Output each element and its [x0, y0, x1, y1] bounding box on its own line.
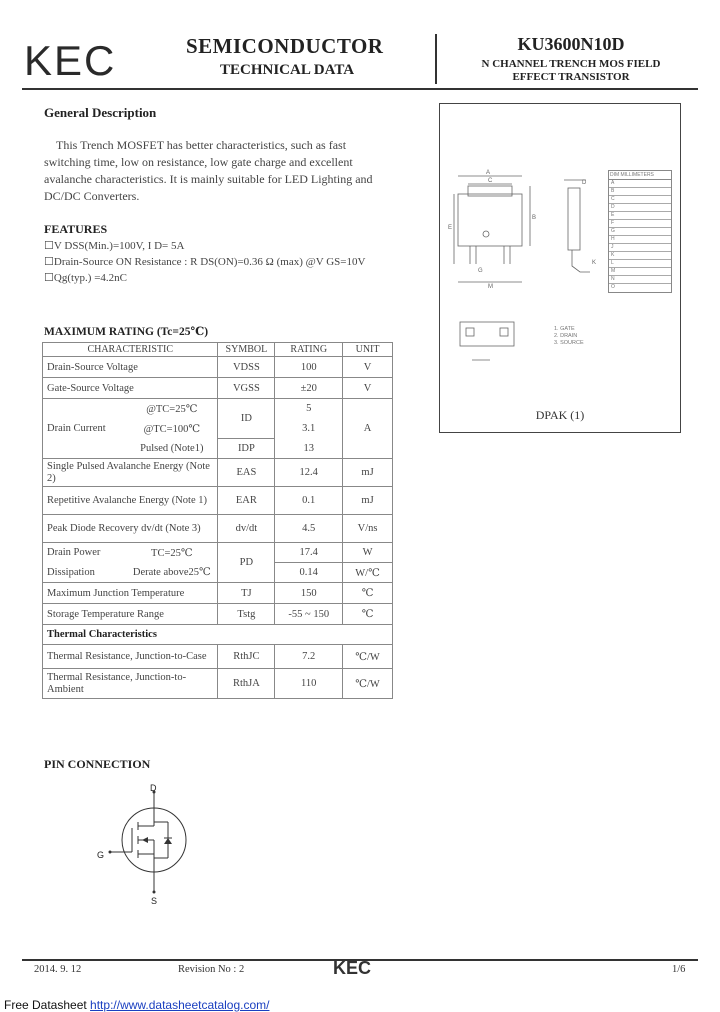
svg-text:G: G: [478, 268, 483, 274]
dim-row: M: [609, 268, 671, 276]
datasheet-link[interactable]: http://www.datasheetcatalog.com/: [90, 998, 270, 1012]
footer-revision: Revision No : 2: [178, 964, 245, 975]
dim-row: E: [609, 212, 671, 220]
table-row: Drain-Source Voltage VDSS 100 V: [43, 357, 393, 378]
table-row: Repetitive Avalanche Energy (Note 1) EAR 0.1 mJ: [43, 487, 393, 515]
table-row: Pulsed (Note1) IDP 13: [43, 439, 393, 459]
header-rule: [22, 88, 698, 90]
dim-row: B: [609, 188, 671, 196]
features-title: FEATURES: [44, 222, 108, 236]
desc-line-1: This Trench MOSFET has better characteristics, such as fast: [56, 138, 347, 152]
table-row: Dissipation Derate above25℃ 0.14 W/℃: [43, 563, 393, 583]
dim-row: J: [609, 244, 671, 252]
header-characteristic: CHARACTERISTIC: [43, 343, 218, 357]
svg-text:M: M: [488, 284, 493, 290]
svg-text:E: E: [448, 225, 453, 231]
part-subtitle-1: N CHANNEL TRENCH MOS FIELD: [481, 58, 661, 70]
desc-line-2: switching time, low on resistance, low gate charge and excellent: [44, 155, 353, 169]
dim-row: C: [609, 196, 671, 204]
pin-legend: 1. GATE 2. DRAIN 3. SOURCE: [554, 326, 584, 346]
diode-icon: [164, 838, 172, 844]
dimension-table: DIM MILLIMETERS A B C D E F G H J K L M N O: [608, 170, 672, 293]
feature-item: ☐V DSS(Min.)=100V, I D= 5A: [44, 240, 185, 252]
table-header: [43, 343, 393, 357]
pin-source-label: S: [151, 896, 158, 906]
dim-row: N: [609, 276, 671, 284]
package-drawing: [439, 103, 681, 433]
feature-item: ☐Qg(typ.) =4.2nC: [44, 272, 127, 284]
footer-url-line: Free Datasheet http://www.datasheetcatalog.com/: [4, 998, 270, 1012]
table-row: Single Pulsed Avalanche Energy (Note 2) EAS 12.4 mJ: [43, 459, 393, 487]
pin-connection-title: PIN CONNECTION: [44, 757, 151, 771]
footer-page: 1/6: [672, 964, 686, 975]
table-row: Maximum Junction Temperature TJ 150 ℃: [43, 583, 393, 604]
general-description-title: General Description: [44, 105, 157, 120]
desc-line-3: avalanche characteristics. It is mainly suitable for LED Lighting and: [44, 172, 373, 186]
table-row: Thermal Resistance, Junction-to- Ambient RthJA 110 ℃/W: [43, 669, 393, 699]
feature-item: ☐Drain-Source ON Resistance : R DS(ON)=0.36 Ω (max) @V GS=10V: [44, 256, 366, 268]
table-row: Drain Current @TC=25℃ ID 5 A: [43, 399, 393, 419]
header-divider: [435, 34, 437, 84]
footer-date: 2014. 9. 12: [34, 964, 82, 975]
dim-row: A: [609, 180, 671, 188]
table-row: Storage Temperature Range Tstg -55 ~ 150 ℃: [43, 604, 393, 625]
header-symbol: SYMBOL: [218, 343, 275, 357]
table-row: @TC=100℃ 3.1: [43, 419, 393, 439]
svg-text:A: A: [486, 170, 491, 176]
header-rating: RATING: [275, 343, 343, 357]
mosfet-symbol: [90, 782, 200, 908]
dim-row: O: [611, 284, 615, 290]
footer-logo: KEC: [333, 958, 372, 978]
table-row: Thermal Resistance, Junction-to-Case RthJC 7.2 ℃/W: [43, 645, 393, 669]
table-row: Drain Power TC=25℃ PD 17.4 W: [43, 543, 393, 563]
dim-row: D: [609, 204, 671, 212]
company-subtitle: TECHNICAL DATA: [220, 62, 355, 78]
dim-row: L: [609, 260, 671, 268]
pin-gate-label: G: [97, 850, 105, 860]
features-list: [44, 238, 404, 286]
pin-drain-label: D: [150, 783, 157, 793]
svg-text:D: D: [582, 180, 587, 186]
dim-row: G: [609, 228, 671, 236]
kec-logo: KEC: [24, 37, 117, 84]
header-unit: UNIT: [343, 343, 393, 357]
dim-row: K: [609, 252, 671, 260]
company-title: SEMICONDUCTOR: [186, 34, 384, 58]
arrow-icon: [142, 837, 148, 843]
max-rating-title: MAXIMUM RATING (Tc=25℃): [44, 326, 209, 338]
svg-text:K: K: [592, 260, 597, 266]
svg-text:C: C: [488, 178, 493, 184]
package-label: DPAK (1): [535, 408, 585, 422]
desc-line-4: DC/DC Converters.: [44, 189, 140, 203]
thermal-title-row: Thermal Characteristics: [43, 625, 393, 645]
part-subtitle-2: EFFECT TRANSISTOR: [512, 71, 630, 83]
dim-row: H: [609, 236, 671, 244]
dim-row: F: [609, 220, 671, 228]
part-number: KU3600N10D: [517, 34, 625, 54]
general-description-text: [44, 137, 396, 205]
max-rating-table: [42, 342, 393, 699]
table-row: Gate-Source Voltage VGSS ±20 V: [43, 378, 393, 399]
svg-text:B: B: [532, 215, 537, 221]
table-row: Peak Diode Recovery dv/dt (Note 3) dv/dt 4.5 V/ns: [43, 515, 393, 543]
